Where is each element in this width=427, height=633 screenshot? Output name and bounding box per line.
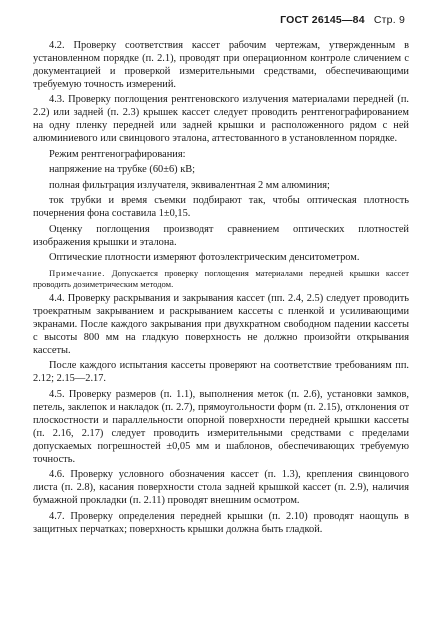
standard-number: ГОСТ 26145—84 (280, 14, 365, 26)
density-measurement: Оптические плотности измеряют фотоэлектрическим денситометром. (49, 252, 360, 264)
paragraph-4-4: 4.4. Проверку раскрывания и закрывания кассет (пп. 2.4, 2.5) следует проводить троекратным закрыванием и раскрыванием кассеты с пленкой и усиливающими экранами. После каждого закрывания при двухкратном свободном падении кассеты с высоты 800 мм на гладкую поверхность не должно произойти открывания кассеты. (33, 293, 409, 356)
mode-heading: Режим рентгенографирования: (49, 148, 186, 160)
absorption-evaluation: Оценку поглощения производят сравнением оптических плотностей изображения крышки и эталона. (33, 223, 409, 248)
note-label: Примечание. (49, 268, 106, 278)
paragraph-4-7: 4.7. Проверку определения передней крышки (п. 2.10) проводят наощупь в защитных перчатках; поверхность крышки должна быть гладкой. (33, 510, 409, 535)
paragraph-4-3: 4.3. Проверку поглощения рентгеновского излучения материалами передней (п. 2.2) или задней (п. 2.3) крышек кассет следует проводить рентгенографированием на одну пленку передней или задней крышки и расположенного рядом с ней алюминиевого или свинцового эталона, аттестованного в установленном порядке. (33, 94, 409, 145)
note-text: Допускается проверку поглощения материалами передней крышки кассет проводить дозиметрическим методом. (33, 268, 409, 290)
mode-current: ток трубки и время съемки подбирают так, чтобы оптическая плотность почернения фона составила 1±0,15. (33, 195, 409, 220)
paragraph-4-5: 4.5. Проверку размеров (п. 1.1), выполнения меток (п. 2.6), установки замков, петель, заклепок и накладок (п. 2.7), прямоугольности форм (п. 2.15), отклонения от плоскостности и параллельности опорной поверхности передней крышки кассеты (п. 2.16, 2.17) следует проводить измерительными средствами с пределами допускаемых погрешностей ±0,05 мм и шаблонов, обеспечивающих требуемую точность. (33, 388, 409, 465)
page-number: Стр. 9 (373, 14, 405, 26)
mode-filtration: полная фильтрация излучателя, эквивалентная 2 мм алюминия; (49, 179, 330, 191)
note (33, 268, 409, 290)
paragraph-4-4-after: После каждого испытания кассеты проверяют на соответствие требованиям пп. 2.12; 2.15—2.17. (33, 360, 409, 385)
mode-voltage: напряжение на трубке (60±6) кВ; (49, 164, 196, 176)
paragraph-4-2: 4.2. Проверку соответствия кассет рабочим чертежам, утвержденным в установленном порядке (п. 2.1), проводят при операционном контроле сличением с документацией и проверкой измерительными средствами, обеспечивающими требуемую точность измерений. (33, 40, 409, 90)
document-body (33, 40, 409, 537)
page-header (274, 14, 405, 26)
paragraph-4-6: 4.6. Проверку условного обозначения кассет (п. 1.3), крепления свинцового листа (п. 2.8), касания поверхности стола задней крышкой кассет (п. 2.9), наличия бумажной прокладки (п. 2.11) проводят внешним осмотром. (33, 469, 409, 507)
